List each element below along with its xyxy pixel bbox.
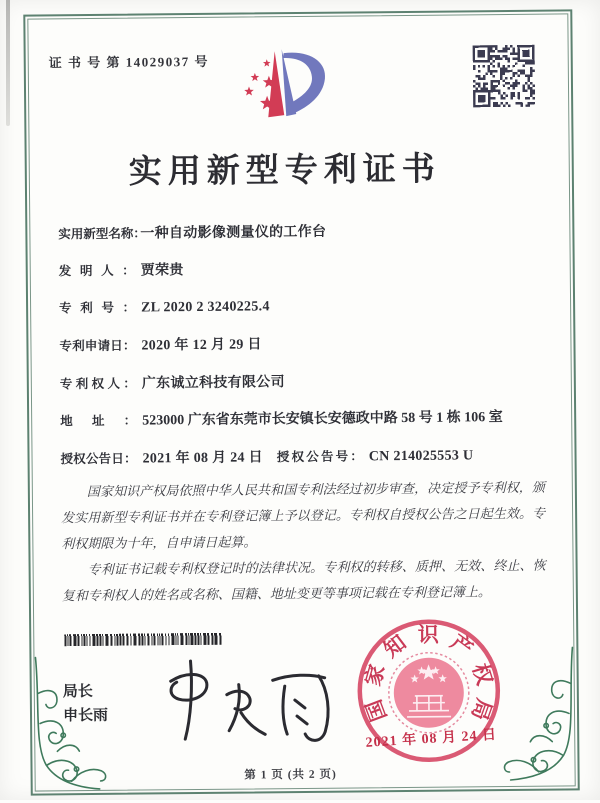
certificate-title: 实用新型专利证书: [128, 151, 441, 191]
field-label: 发明人：: [58, 263, 135, 279]
svg-text:权: 权: [467, 660, 497, 688]
field-value: 2020 年 12 月 29 日: [141, 337, 262, 354]
officer-title: 局长: [62, 684, 93, 701]
officer-name: 申长雨: [62, 707, 109, 725]
qr-code: [473, 45, 536, 108]
field-value: 一种自动影像测量仪的工作台: [140, 224, 327, 242]
svg-text:知: 知: [379, 630, 411, 663]
field-value: 贾荣贵: [140, 263, 184, 279]
legal-paragraph-2: 专利证书记载专利权登记时的法律状况。专利权的转移、质押、无效、终止、恢复和专利权人的姓名或名称、国籍、地址变更等事项记载在专利登记簿上。: [61, 557, 546, 604]
svg-text:家: 家: [360, 661, 390, 689]
field-label: 地址：: [60, 413, 137, 429]
svg-text:局: 局: [466, 695, 497, 724]
page-number: 第 1 页 (共 2 页): [244, 768, 337, 782]
svg-text:国: 国: [361, 696, 392, 725]
svg-text:产: 产: [446, 629, 478, 662]
field-value: ZL 2020 2 3240225.4: [141, 299, 270, 316]
officer-block: [63, 680, 108, 728]
certificate-number: 证 书 号 第 14029037 号: [48, 53, 210, 71]
field-value: 广东诚立科技有限公司: [141, 375, 285, 392]
legal-paragraph-1: 国家知识产权局依照中华人民共和国专利法经过初步审查，决定授予专利权，颁发实用新型专利证书并在专利登记簿上予以登记。专利权自授权公告之日起生效。专利权期限为十年，自申请日起算。: [61, 479, 546, 552]
barcode: [64, 633, 222, 647]
legal-text-block: [61, 475, 546, 610]
field-label: 专利号：: [59, 300, 136, 316]
field-label: 专利申请日：: [59, 338, 136, 354]
field-value-grant-number: CN 214025553 U: [368, 448, 474, 465]
field-label: 专利权人：: [59, 376, 136, 392]
cnipa-logo-icon: [207, 46, 338, 142]
field-value: 2021 年 08 月 24 日: [142, 450, 263, 467]
signature: [152, 650, 343, 747]
field-label-grant-number: 授权公告号：: [276, 449, 363, 465]
field-value: 523000 广东省东莞市长安镇长安德政中路 58 号 1 栋 106 室: [142, 410, 503, 429]
seal-date: 2021 年 08 月 24 日: [365, 727, 498, 751]
field-label: 授权公告日：: [60, 451, 137, 467]
svg-text:识: 识: [417, 622, 439, 647]
field-label: 实用新型名称：: [58, 226, 146, 242]
